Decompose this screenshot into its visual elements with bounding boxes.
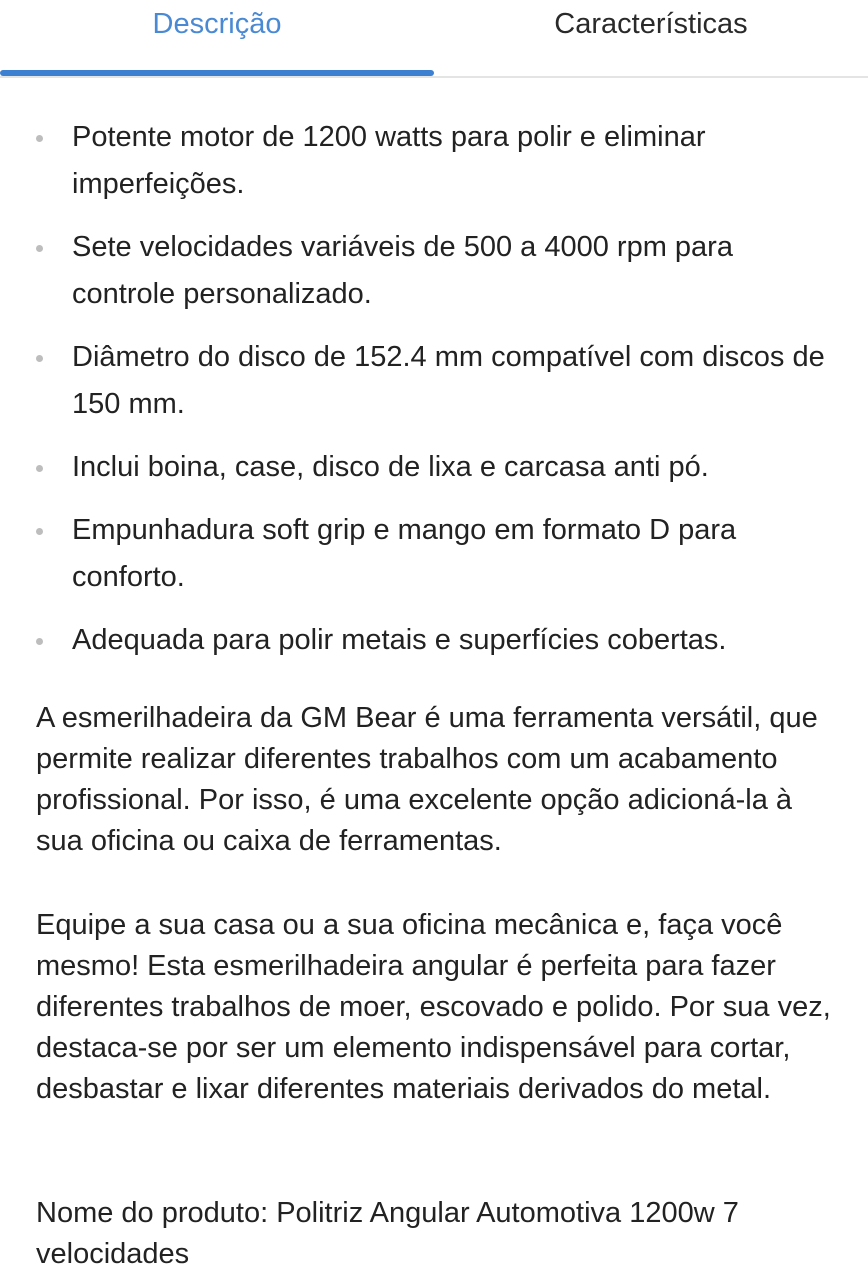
list-item: [0, 507, 868, 601]
list-item: [0, 617, 868, 664]
feature-text: Sete velocidades variáveis de 500 a 4000 rpm para controle personalizado.: [72, 231, 733, 310]
feature-text: Diâmetro do disco de 152.4 mm compatível com discos de 150 mm.: [72, 341, 825, 420]
list-item: [0, 444, 868, 491]
tab-caracteristicas-label: Características: [554, 8, 748, 40]
tab-descricao-label: Descrição: [152, 8, 282, 40]
bullet-dot-icon: [36, 638, 43, 645]
feature-text: Empunhadura soft grip e mango em formato D para conforto.: [72, 514, 737, 593]
feature-text: Inclui boina, case, disco de lixa e carcasa anti pó.: [72, 451, 709, 483]
tab-bar: [0, 0, 868, 78]
product-name-paragraph: Nome do produto: Politriz Angular Automotiva 1200w 7 velocidades: [36, 1197, 739, 1270]
list-item: [0, 114, 868, 208]
tab-descricao[interactable]: [0, 0, 434, 76]
feature-text: Potente motor de 1200 watts para polir e eliminar imperfeições.: [72, 121, 706, 200]
active-tab-indicator: [0, 70, 434, 76]
bullet-dot-icon: [36, 465, 43, 472]
feature-text: Adequada para polir metais e superfícies cobertas.: [72, 624, 727, 656]
tab-caracteristicas[interactable]: [434, 0, 868, 76]
bullet-dot-icon: [36, 245, 43, 252]
list-item: [0, 224, 868, 318]
description-content: [0, 78, 868, 1280]
list-item: [0, 334, 868, 428]
description-paragraph-2: Equipe a sua casa ou a sua oficina mecânica e, faça você mesmo! Esta esmerilhadeira angular é perfeita para fazer diferentes trabalhos de moer, escovado e polido. Por sua vez, destaca-se por ser um elemento indispensável para cortar, desbastar e lixar diferentes materiais derivados do metal.: [36, 909, 831, 1105]
description-paragraph-1: A esmerilhadeira da GM Bear é uma ferramenta versátil, que permite realizar diferentes trabalhos com um acabamento profissional. Por isso, é uma excelente opção adicioná-la à sua oficina ou caixa de ferramentas.: [36, 702, 818, 857]
bullet-dot-icon: [36, 528, 43, 535]
bullet-dot-icon: [36, 355, 43, 362]
feature-list: [0, 114, 868, 680]
bullet-dot-icon: [36, 135, 43, 142]
